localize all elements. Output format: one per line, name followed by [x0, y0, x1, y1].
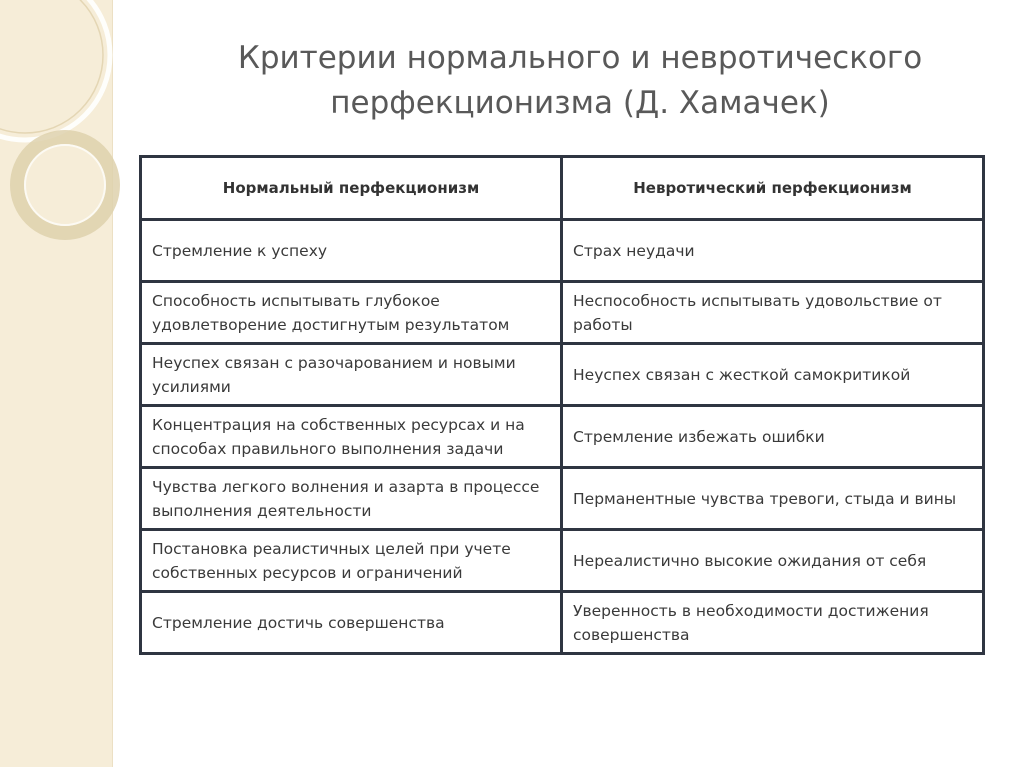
- cell-normal: Способность испытывать глубокое удовлетворение достигнутым результатом: [141, 282, 562, 344]
- cell-normal: Стремление достичь совершенства: [141, 592, 562, 654]
- table-row: [141, 468, 984, 530]
- cell-neurotic: Нереалистично высокие ожидания от себя: [562, 530, 984, 592]
- table-row: [141, 530, 984, 592]
- header-neurotic: Невротический перфекционизм: [562, 157, 984, 220]
- table-row: [141, 282, 984, 344]
- table-row: [141, 592, 984, 654]
- header-normal: Нормальный перфекционизм: [141, 157, 562, 220]
- table-header-row: [141, 157, 984, 220]
- decorative-rings: [0, 0, 130, 767]
- cell-neurotic: Стремление избежать ошибки: [562, 406, 984, 468]
- cell-neurotic: Уверенность в необходимости достижения совершенства: [562, 592, 984, 654]
- table-row: [141, 406, 984, 468]
- slide-title: [170, 36, 990, 126]
- table-row: [141, 344, 984, 406]
- table-row: [141, 220, 984, 282]
- cell-neurotic: Страх неудачи: [562, 220, 984, 282]
- cell-neurotic: Неспособность испытывать удовольствие от работы: [562, 282, 984, 344]
- cell-normal: Неуспех связан с разочарованием и новыми усилиями: [141, 344, 562, 406]
- cell-normal: Постановка реалистичных целей при учете собственных ресурсов и ограничений: [141, 530, 562, 592]
- slide-title-line1: Критерии нормального и невротического: [237, 40, 923, 76]
- cell-normal: Чувства легкого волнения и азарта в процессе выполнения деятельности: [141, 468, 562, 530]
- slide-title-line2: перфекционизма (Д. Хамачек): [330, 85, 830, 121]
- cell-normal: Концентрация на собственных ресурсах и на способах правильного выполнения задачи: [141, 406, 562, 468]
- cell-neurotic: Неуспех связан с жесткой самокритикой: [562, 344, 984, 406]
- criteria-table: [139, 155, 985, 655]
- cell-neurotic: Перманентные чувства тревоги, стыда и вины: [562, 468, 984, 530]
- cell-normal: Стремление к успеху: [141, 220, 562, 282]
